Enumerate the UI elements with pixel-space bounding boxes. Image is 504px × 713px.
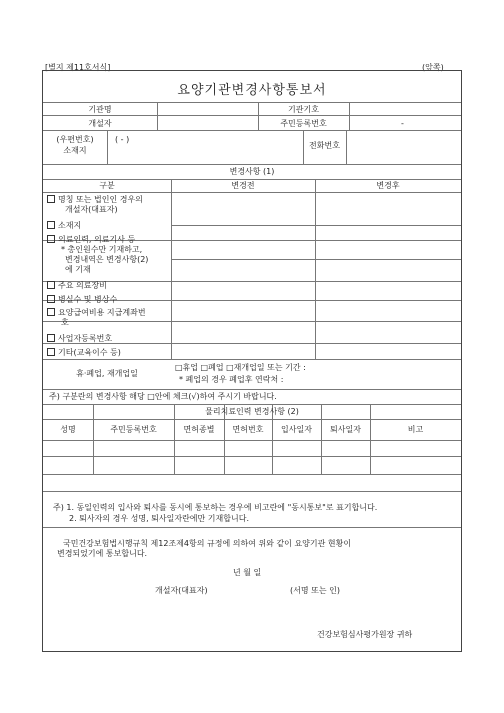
declaration-line-1: 국민건강보험법시행규칙 제12조제4항의 규정에 의하여 위와 같이 요양기관 현황이: [63, 539, 352, 548]
checkbox[interactable]: [47, 281, 55, 289]
therapist-col-license-type: 면허종별: [183, 425, 215, 434]
suspension-note: * 폐업의 경우 폐업후 연락처 :: [179, 375, 284, 384]
checkbox[interactable]: [47, 235, 55, 243]
checkbox[interactable]: [47, 348, 55, 356]
declaration-line-2: 변경되었기에 통보합니다.: [57, 549, 148, 558]
change-item-name-cont: 개설자(대표자): [65, 205, 118, 214]
rule: [43, 115, 461, 116]
rule: [315, 179, 316, 359]
rule: [43, 456, 461, 457]
change-item-staff: 의료인력, 의료기사 등: [47, 235, 135, 245]
col-category: 구분: [99, 181, 115, 190]
therapist-col-rrn: 주민등록번호: [110, 425, 157, 434]
rule: [43, 474, 461, 475]
therapist-col-remarks: 비고: [407, 425, 424, 434]
rule: [43, 440, 461, 441]
therapist-col-join-date: 입사일자: [281, 425, 312, 434]
rule: [171, 259, 461, 260]
changes-header: 변경사항 (1): [229, 167, 275, 176]
checkbox[interactable]: [47, 295, 55, 303]
label-agency-code: 기관기호: [288, 105, 319, 114]
therapist-col-license-no: 면허번호: [232, 425, 264, 434]
therapist-col-leave-date: 퇴사일자: [330, 425, 361, 434]
declaration-date: 년 월 일: [233, 568, 262, 577]
change-item-staff-note: * 총인원수만 기재하고,: [61, 245, 143, 254]
rule: [349, 102, 350, 130]
change-item-other: 기타(교육이수 등): [47, 348, 121, 358]
suspension-label: 휴·폐업, 재개업일: [76, 369, 138, 378]
rule: [43, 491, 461, 492]
rule: [43, 389, 461, 390]
form-number: [별지 제11호서식]: [45, 63, 111, 72]
label-address: 소재지: [63, 146, 87, 155]
change-item-name: 명칭 또는 법인인 경우의: [47, 195, 143, 205]
col-after: 변경후: [376, 181, 400, 190]
rule: [43, 404, 461, 405]
checkbox[interactable]: [47, 308, 55, 316]
rule: [43, 527, 461, 528]
rrn-dash: -: [401, 119, 404, 128]
rule: [43, 419, 461, 420]
checkbox[interactable]: [47, 334, 55, 342]
change-item-account-cont: 호: [61, 318, 69, 327]
rule: [43, 102, 461, 103]
checkbox[interactable]: [47, 195, 55, 203]
change-item-account: 요양급여비용 지급계좌번: [47, 308, 146, 318]
founder-signature-label: 개설자(대표자): [155, 586, 208, 595]
label-zip: (우편번호): [56, 135, 94, 144]
label-rrn: 주민등록번호: [280, 119, 327, 128]
signature-note: (서명 또는 인): [290, 586, 340, 595]
change-item-beds: 병실수 및 병상수: [47, 295, 117, 305]
checkbox[interactable]: [47, 221, 55, 229]
therapists-header: 물리치료인력 변경사항 (2): [205, 407, 299, 416]
change-item-staff-note: 변경내역은 변경사항(2): [65, 255, 149, 264]
rule: [43, 130, 461, 131]
therapist-note-1: 주) 1. 동일인력의 입사와 퇴사를 동시에 통보하는 경우에 비고란에 "동시통보"로 표기합니다.: [53, 503, 378, 512]
rule: [107, 130, 108, 164]
rule: [43, 321, 461, 322]
label-founder: 개설자: [88, 119, 112, 128]
rule: [346, 130, 347, 164]
label-agency-name: 기관명: [88, 105, 112, 114]
change-item-address: 소재지: [47, 221, 81, 231]
therapist-col-name: 성명: [60, 425, 76, 434]
recipient: 건강보험심사평가원장 귀하: [317, 630, 413, 639]
rule: [171, 179, 172, 359]
rule: [171, 225, 461, 226]
therapist-note-2: 2. 퇴사자의 경우 성명, 퇴사일자란에만 기재합니다.: [69, 514, 249, 523]
page-side-label: (앞쪽): [422, 63, 444, 72]
changes-note: 주) 구분란의 변경사항 해당 □안에 체크(√)하여 주시기 바랍니다.: [49, 392, 277, 401]
change-item-staff-note: 에 기재: [65, 265, 91, 274]
suspension-options: □휴업 □폐업 □재개업일 또는 기간 :: [175, 363, 306, 372]
col-before: 변경전: [231, 181, 255, 190]
zip-value: ( - ): [115, 135, 130, 144]
label-phone: 전화번호: [309, 141, 340, 150]
rule: [43, 164, 461, 165]
change-item-equipment: 주요 의료장비: [47, 281, 107, 291]
form-title: 요양기관변경사항통보서: [177, 83, 327, 98]
rule: [43, 359, 461, 360]
rule: [43, 192, 461, 193]
change-item-business-no: 사업자등록번호: [47, 334, 112, 344]
rule: [157, 102, 158, 130]
notification-form: [42, 70, 462, 652]
rule: [43, 179, 461, 180]
